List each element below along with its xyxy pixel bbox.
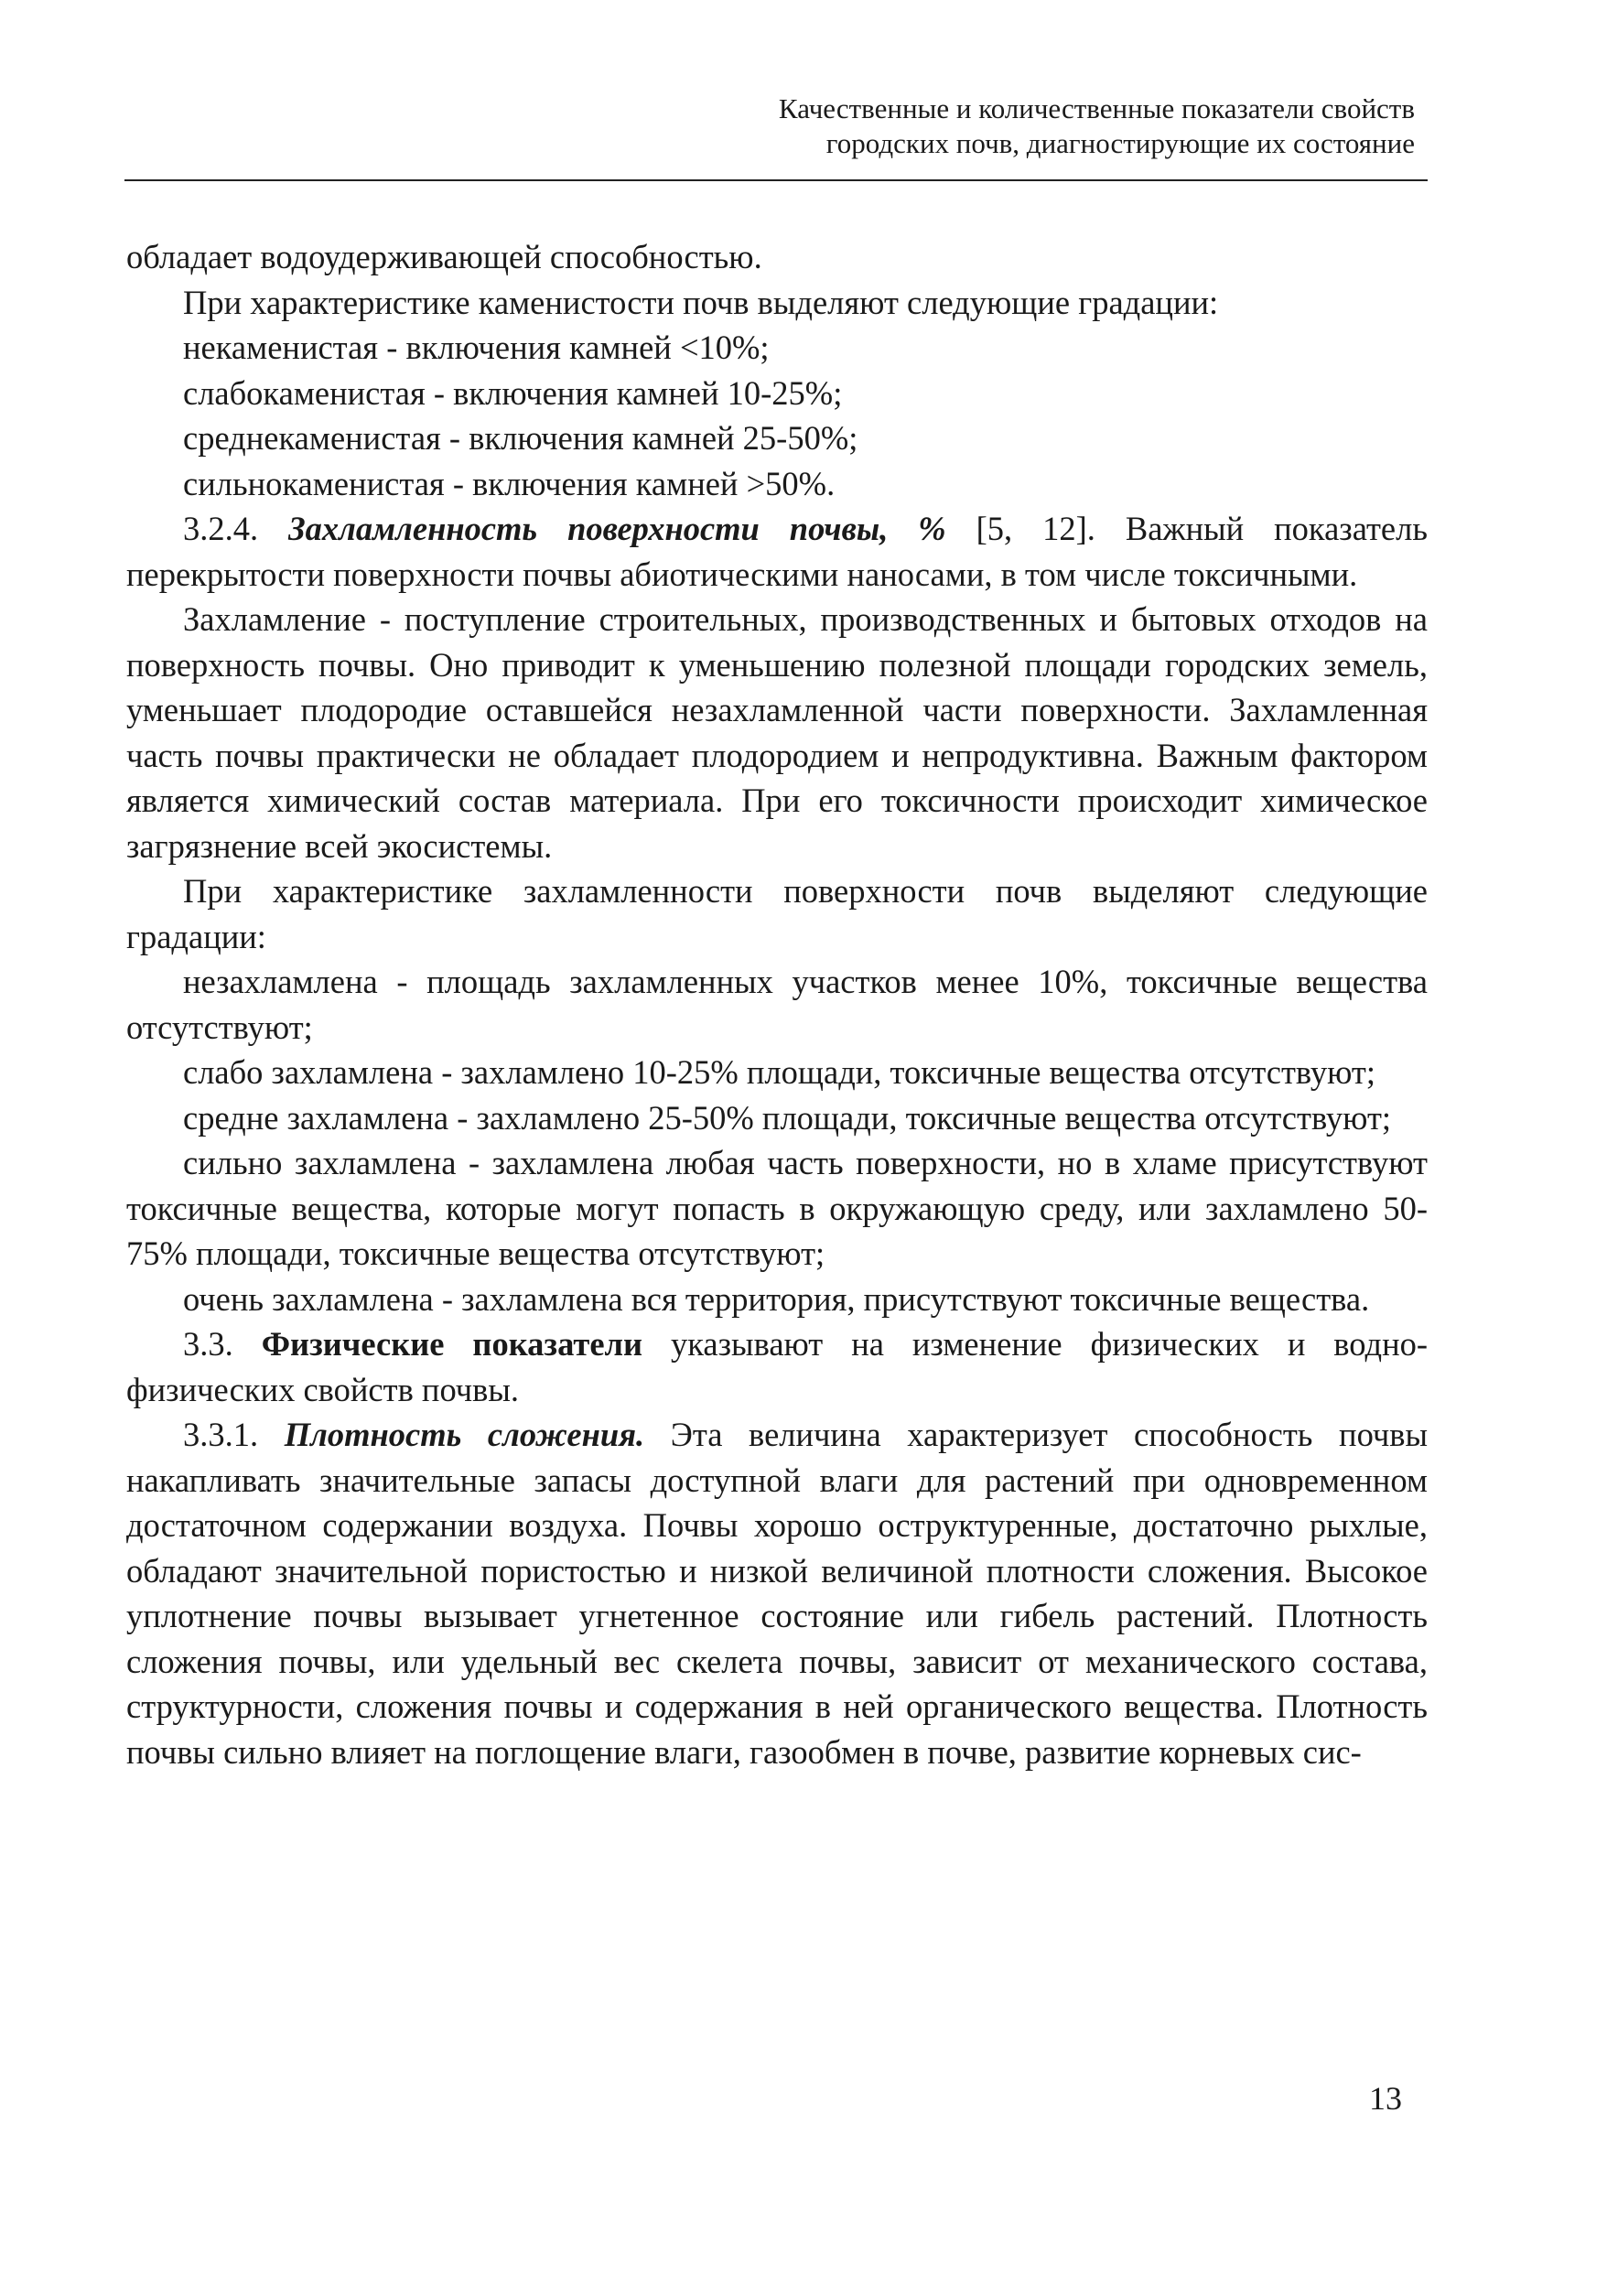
header-divider — [124, 179, 1428, 181]
section-term: Захламленность поверхности почвы, % — [288, 510, 946, 547]
section-3-3 — [126, 1321, 1428, 1412]
page-number: 13 — [1369, 2080, 1402, 2117]
list-item-stoniness-1: некаменистая - включения камней <10%; — [183, 329, 770, 366]
section-term: Физические показатели — [261, 1325, 643, 1363]
section-text: указывают на изменение физических и водно-физических свойств почвы. — [126, 1325, 1429, 1408]
list-item-stoniness-3: среднекаменистая - включения камней 25-50%; — [183, 419, 858, 457]
section-text: [5, 12]. Важный показатель перекрытости поверхности почвы абиотическими наносами, в том числе токсичными. — [126, 510, 1428, 593]
list-item-stoniness-2: слабокаменистая - включения камней 10-25%; — [183, 373, 843, 412]
section-text: Эта величина характеризует способность почвы накапливать значительные запасы доступной влаги для растений при одновременном достаточном содержании воздуха. Почвы хорошо оструктуренные, достаточно рыхлые, обладают значительной пористостью и низкой величиной плотности сложения. Высокое уплотнение почвы вызывает угнетенное состояние или гибель растений. Плотность сложения почвы, или удельный вес скелета почвы, зависит от механического состава, структурности, сложения почвы и содержания в ней органического вещества. Плотность почвы сильно влияет на поглощение влаги, газообмен в почве, развитие корневых сис- — [126, 1416, 1428, 1771]
section-number: 3.3.1. — [183, 1416, 285, 1453]
section-number: 3.3. — [183, 1325, 262, 1363]
paragraph-littering-definition: Захламление - поступление строительных, производственных и бытовых отходов на поверхность почвы. Оно приводит к уменьшению полезной площади городских земель, уменьшает плодородие оставшейся незахламленной части поверхности. Захламленная часть почвы практически не обладает плодородием и непродуктивна. Важным фактором является химический состав материала. При его токсичности происходит химическое загрязнение всей экосистемы. — [126, 600, 1428, 865]
running-header-line-2: городских почв, диагностирующие их состояние — [825, 127, 1415, 159]
paragraph-continuation: обладает водоудерживающей способностью. — [126, 238, 762, 275]
list-item-littering-1: незахламлена - площадь захламленных участков менее 10%, токсичные вещества отсутствуют; — [126, 963, 1428, 1046]
paragraph-stoniness-intro: При характеристике каменистости почв выделяют следующие градации: — [183, 283, 1219, 321]
list-item-littering-5: очень захламлена - захламлена вся территория, присутствуют токсичные вещества. — [183, 1279, 1370, 1318]
paragraph-littering-grades-intro: При характеристике захламленности поверхности почв выделяют следующие градации: — [126, 872, 1428, 955]
section-number: 3.2.4. — [183, 510, 289, 547]
section-3-3-1 — [126, 1412, 1428, 1774]
list-item-littering-3: средне захламлена - захламлено 25-50% площади, токсичные вещества отсутствуют; — [183, 1098, 1392, 1137]
list-item-littering-4: сильно захламлена - захламлена любая часть поверхности, но в хламе присутствуют токсичные вещества, которые могут попасть в окружающую среду, или захламлено 50-75% площади, токсичные вещества отсутствуют; — [126, 1144, 1428, 1272]
list-item-littering-2: слабо захламлена - захламлено 10-25% площади, токсичные вещества отсутствуют; — [183, 1053, 1376, 1091]
running-header — [500, 92, 1415, 161]
section-term: Плотность сложения. — [284, 1416, 645, 1453]
page-body — [126, 234, 1428, 1774]
list-item-stoniness-4: сильнокаменистая - включения камней >50%. — [183, 464, 836, 502]
running-header-line-1: Качественные и количественные показатели свойств — [778, 92, 1415, 124]
section-3-2-4 — [126, 506, 1428, 597]
